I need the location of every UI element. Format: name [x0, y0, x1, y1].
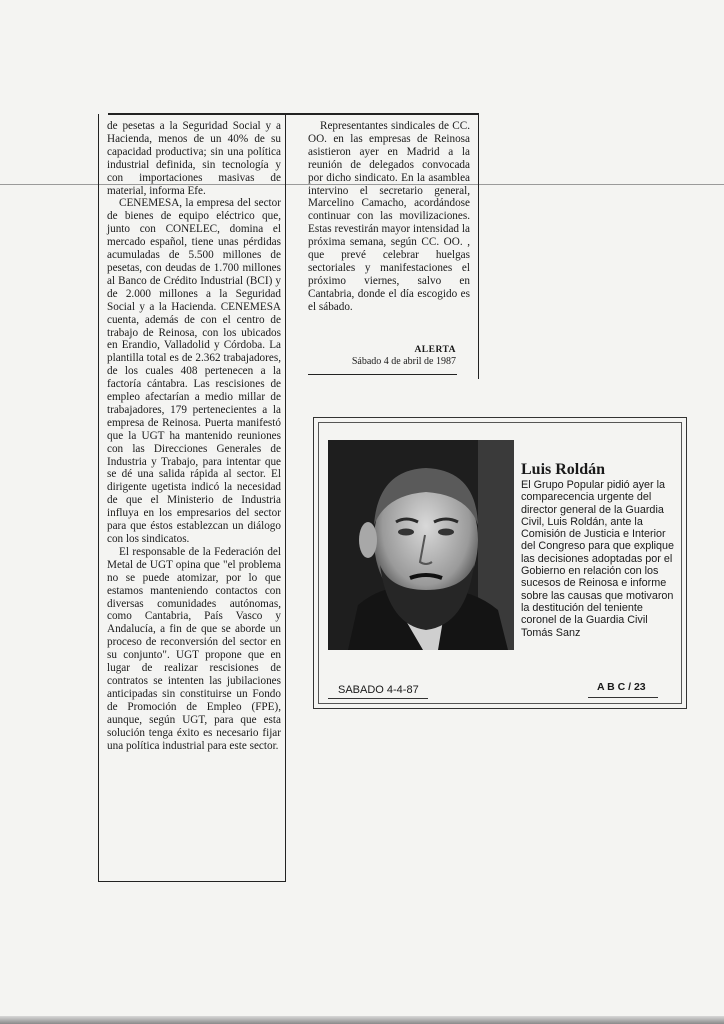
photo-box-date-underline	[328, 698, 428, 699]
right-column-text	[308, 120, 470, 314]
right-paragraph-1: Representantes sindicales de CC. OO. en las empresas de Reinosa asistieron ayer en Madrid a la reunión de delegados convocada por dicho sindicato. En la asamblea intervino el secretario general, Marcelino Camacho, acordándose continuar con las movilizaciones. Estas revestirán mayor intensidad la próxima semana, según CC. OO. , que prevé celebrar huelgas sectoriales y manifestaciones el próximo viernes, salvo en Cantabria, donde el día escogido es el sábado.	[308, 120, 470, 313]
photo-caption-text: El Grupo Popular pidió ayer la comparecencia urgente del director general de la Guardia Civil, Luis Roldán, ante la Comisión de Justicia e Interior del Congreso para que explique las decisiones adoptadas por el Gobierno en relación con los sucesos de Reinosa e informe sobre las causas que motivaron la destitución del teniente coronel de la Guardia Civil Tomás Sanz	[521, 479, 675, 639]
left-paragraph-2: CENEMESA, la empresa del sector de bienes de equipo eléctrico que, junto con CONELEC, domina el mercado español, tiene unas pérdidas acumuladas de 5.500 millones de pesetas, con deudas de 1.700 millones al Banco de Crédito Industrial (BCI) y de 2.000 millones a la Seguridad Social y a la Hacienda. CENEMESA cuenta, además de con el centro de trabajo de Reinosa, con los ubicados en Erandio, Valladolid y Córdoba. La plantilla total es de 2.362 trabajadores, de los cuales 408 pertenecen a la factoría cántabra. Las rescisiones de empleo afectarían a medio millar de trabajadores, 179 pertenecientes a la empresa de Reinosa. Puerta manifestó que la UGT ha mantenido reuniones con las Direcciones Generales de Industria y Trabajo, para intentar que se dé una salida rápida al sector. El dirigente ugetista indicó la necesidad de que el Ministerio de Industria influya en los empresarios del sector para que éstos establezcan un diálogo con los sindicatos.	[107, 197, 281, 545]
scan-bottom-edge	[0, 1016, 724, 1024]
left-paragraph-1: de pesetas a la Seguridad Social y a Hacienda, menos de un 40% de su capacidad productiva; sin una política industrial definida, sin tecnología y con importaciones masivas de material, informa Efe.	[107, 120, 281, 197]
source-name: ALERTA	[414, 345, 456, 355]
photo-box-page-underline	[588, 697, 658, 698]
left-paragraph-3: El responsable de la Federación del Metal de UGT opina que "el problema no se puede atomizar, por lo que estamos manteniendo contactos con diversas comunidades autónomas, como Cantabria, País Vasco y Andalucía, a fin de que se aborde un proceso de reconversión del sector en su conjunto". UGT propone que en lugar de realizar rescisiones de contratos se intenten las jubilaciones anticipadas sin constituirse un Fondo de Promoción de Empleo (FPE), aunque, según UGT, para que esta solución tenga éxito es necesario fijar una política industrial para este sector.	[107, 545, 281, 752]
portrait-illustration	[328, 440, 514, 650]
left-column-text	[107, 120, 281, 752]
source-date: Sábado 4 de abril de 1987	[351, 356, 456, 367]
photo-box-page-reference: A B C / 23	[597, 681, 646, 693]
source-underline	[308, 374, 457, 375]
right-article-column	[286, 114, 479, 379]
photo-box-date: SABADO 4-4-87	[338, 684, 419, 696]
photo-caption-title: Luis Roldán	[521, 461, 606, 478]
source-signature	[308, 345, 456, 367]
portrait-photo	[328, 440, 514, 650]
left-article-column	[98, 114, 286, 882]
